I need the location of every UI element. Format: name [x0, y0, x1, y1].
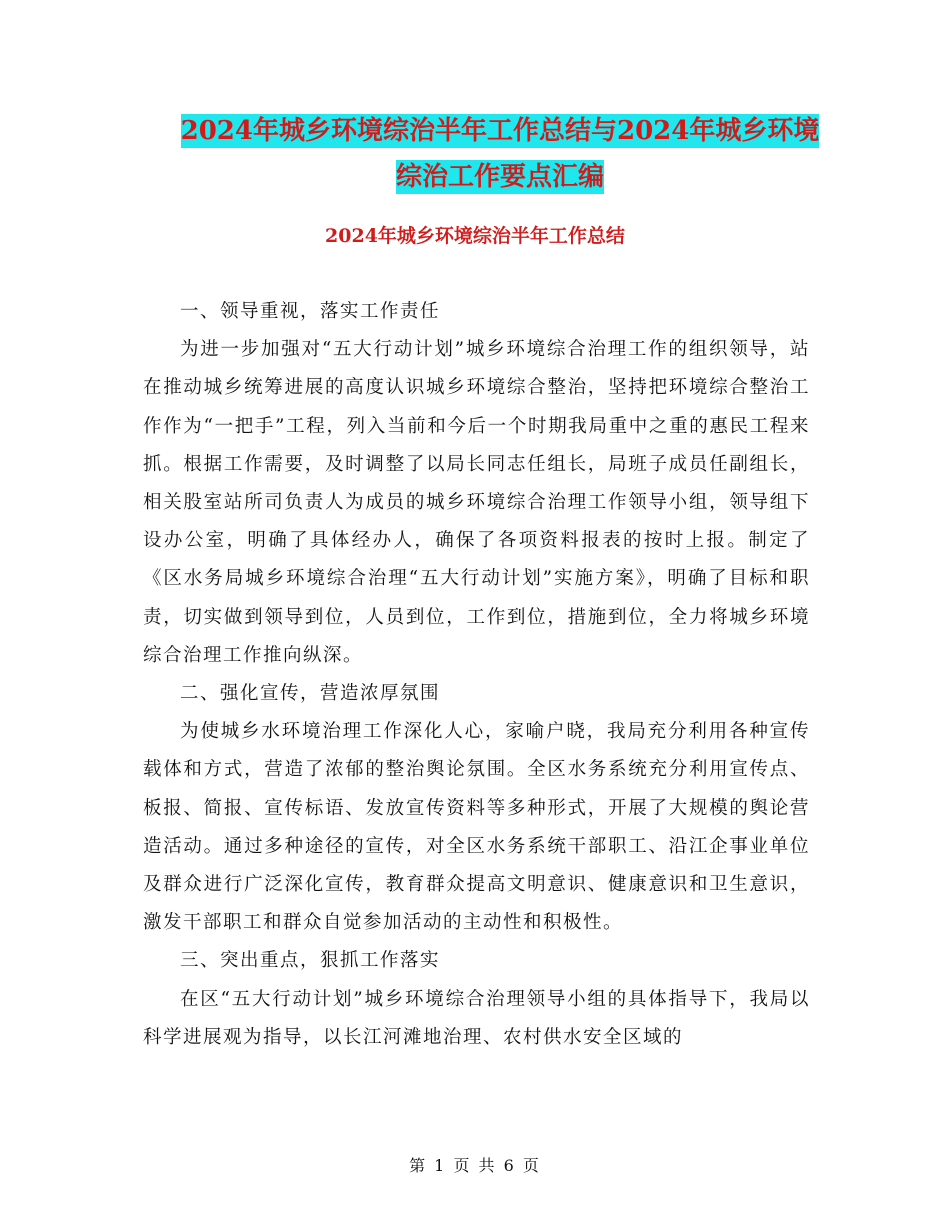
heading-2: 二、强化宣传，营造浓厚氛围: [180, 683, 441, 705]
page-footer: 第 1 页 共 6 页: [409, 1156, 541, 1175]
paragraph-1: 为进一步加强对“五大行动计划”城乡环境综合治理工作的组织领导，站在推动城乡统筹进展的高度认识城乡环境综合整治，坚持把环境综合整治工作作为“一把手”工程，列入当前和今后一个时期我局重中之重的惠民工程来抓。根据工作需要，及时调整了以局长同志任组长，局班子成员任副组长，相关股室站所司负责人为成员的城乡环境综合治理工作领导小组，领导组下设办公室，明确了具体经办人，确保了各项资料报表的按时上报。制定了《区水务局城乡环境综合治理“五大行动计划”实施方案》，明确了目标和职责，切实做到领导到位，人员到位，工作到位，措施到位，全力将城乡环境综合治理工作推向纵深。: [143, 339, 810, 666]
paragraph-3: 在区“五大行动计划”城乡环境综合治理领导小组的具体指导下，我局以科学进展观为指导，以长江河滩地治理、农村供水安全区域的: [143, 988, 810, 1048]
heading-3: 三、突出重点，狠抓工作落实: [180, 950, 441, 972]
document-title: [120, 108, 880, 200]
heading-1: 一、领导重视，落实工作责任: [180, 301, 441, 322]
title-line-1: 2024年城乡环境综治半年工作总结与2024年城乡环境: [180, 116, 820, 146]
section-title: 2024年城乡环境综治半年工作总结: [325, 225, 625, 247]
title-line-2: 综治工作要点汇编: [395, 162, 604, 192]
document-body: [143, 293, 810, 1057]
paragraph-2: 为使城乡水环境治理工作深化人心，家喻户晓，我局充分利用各种宣传载体和方式，营造了浓郁的整治舆论氛围。全区水务系统充分利用宣传点、板报、简报、宣传标语、发放宣传资料等多种形式，开展了大规模的舆论营造活动。通过多种途径的宣传，对全区水务系统干部职工、沿江企事业单位及群众进行广泛深化宣传，教育群众提高文明意识、健康意识和卫生意识，激发干部职工和群众自觉参加活动的主动性和积极性。: [143, 721, 810, 934]
